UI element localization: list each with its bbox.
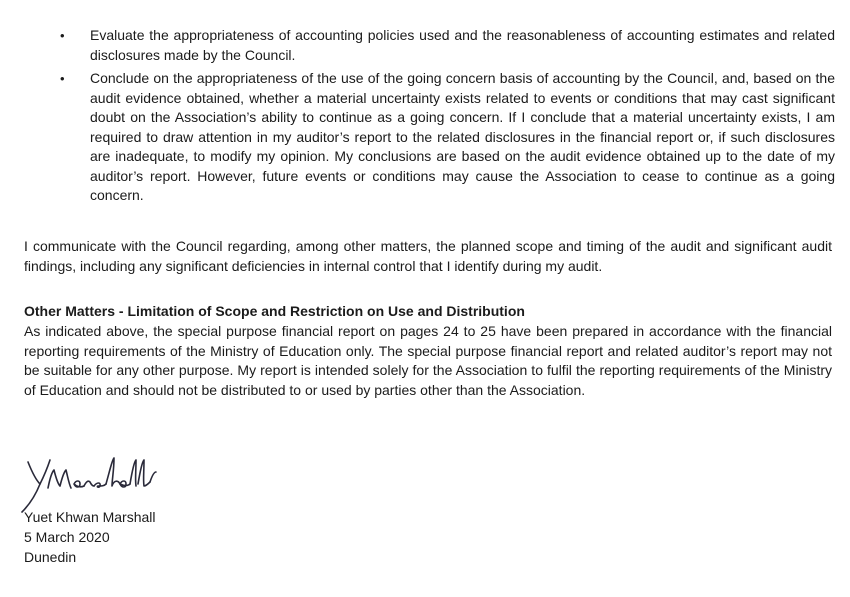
signatory-block <box>24 507 156 567</box>
bullet-item-evaluate <box>60 26 835 65</box>
bullet-item-conclude <box>60 69 835 206</box>
signatory-name: Yuet Khwan Marshall <box>24 509 156 525</box>
signature-place: Dunedin <box>24 549 77 565</box>
bullet-text: Evaluate the appropriateness of accounting policies used and the reasonableness of accounting estimates and related disclosures made by the Council. <box>90 27 835 63</box>
bullet-marker: • <box>60 71 65 86</box>
signature-date: 5 March 2020 <box>24 529 110 545</box>
communication-paragraph: I communicate with the Council regarding, among other matters, the planned scope and timing of the audit and significant audit findings, including any significant deficiencies in internal control that I identify during my audit. <box>24 238 832 274</box>
procedures-bullet-list <box>60 26 835 210</box>
bullet-text: Conclude on the appropriateness of the use of the going concern basis of accounting by the Council, and, based on the audit evidence obtained, whether a material uncertainty exists related to events or conditions that may cast significant doubt on the Association’s ability to continue as a going concern. If I conclude that a material uncertainty exists, I am required to draw attention in my auditor’s report to the related disclosures in the financial report or, if such disclosures are inadequate, to modify my opinion. My conclusions are based on the audit evidence obtained up to the date of my auditor’s report. However, future events or conditions may cause the Association to cease to continue as a going concern. <box>90 70 835 203</box>
other-matters-heading: Other Matters - Limitation of Scope and Restriction on Use and Distribution <box>24 303 525 319</box>
other-matters-paragraph: As indicated above, the special purpose financial report on pages 24 to 25 have been prepared in accordance with the financial reporting requirements of the Ministry of Education only. The special purpose financial report and related auditor’s report may not be suitable for any other purpose. My report is intended solely for the Association to fulfil the reporting requirements of the Ministry of Education and should not be distributed to or used by parties other than the Association. <box>24 323 832 398</box>
bullet-marker: • <box>60 28 65 43</box>
